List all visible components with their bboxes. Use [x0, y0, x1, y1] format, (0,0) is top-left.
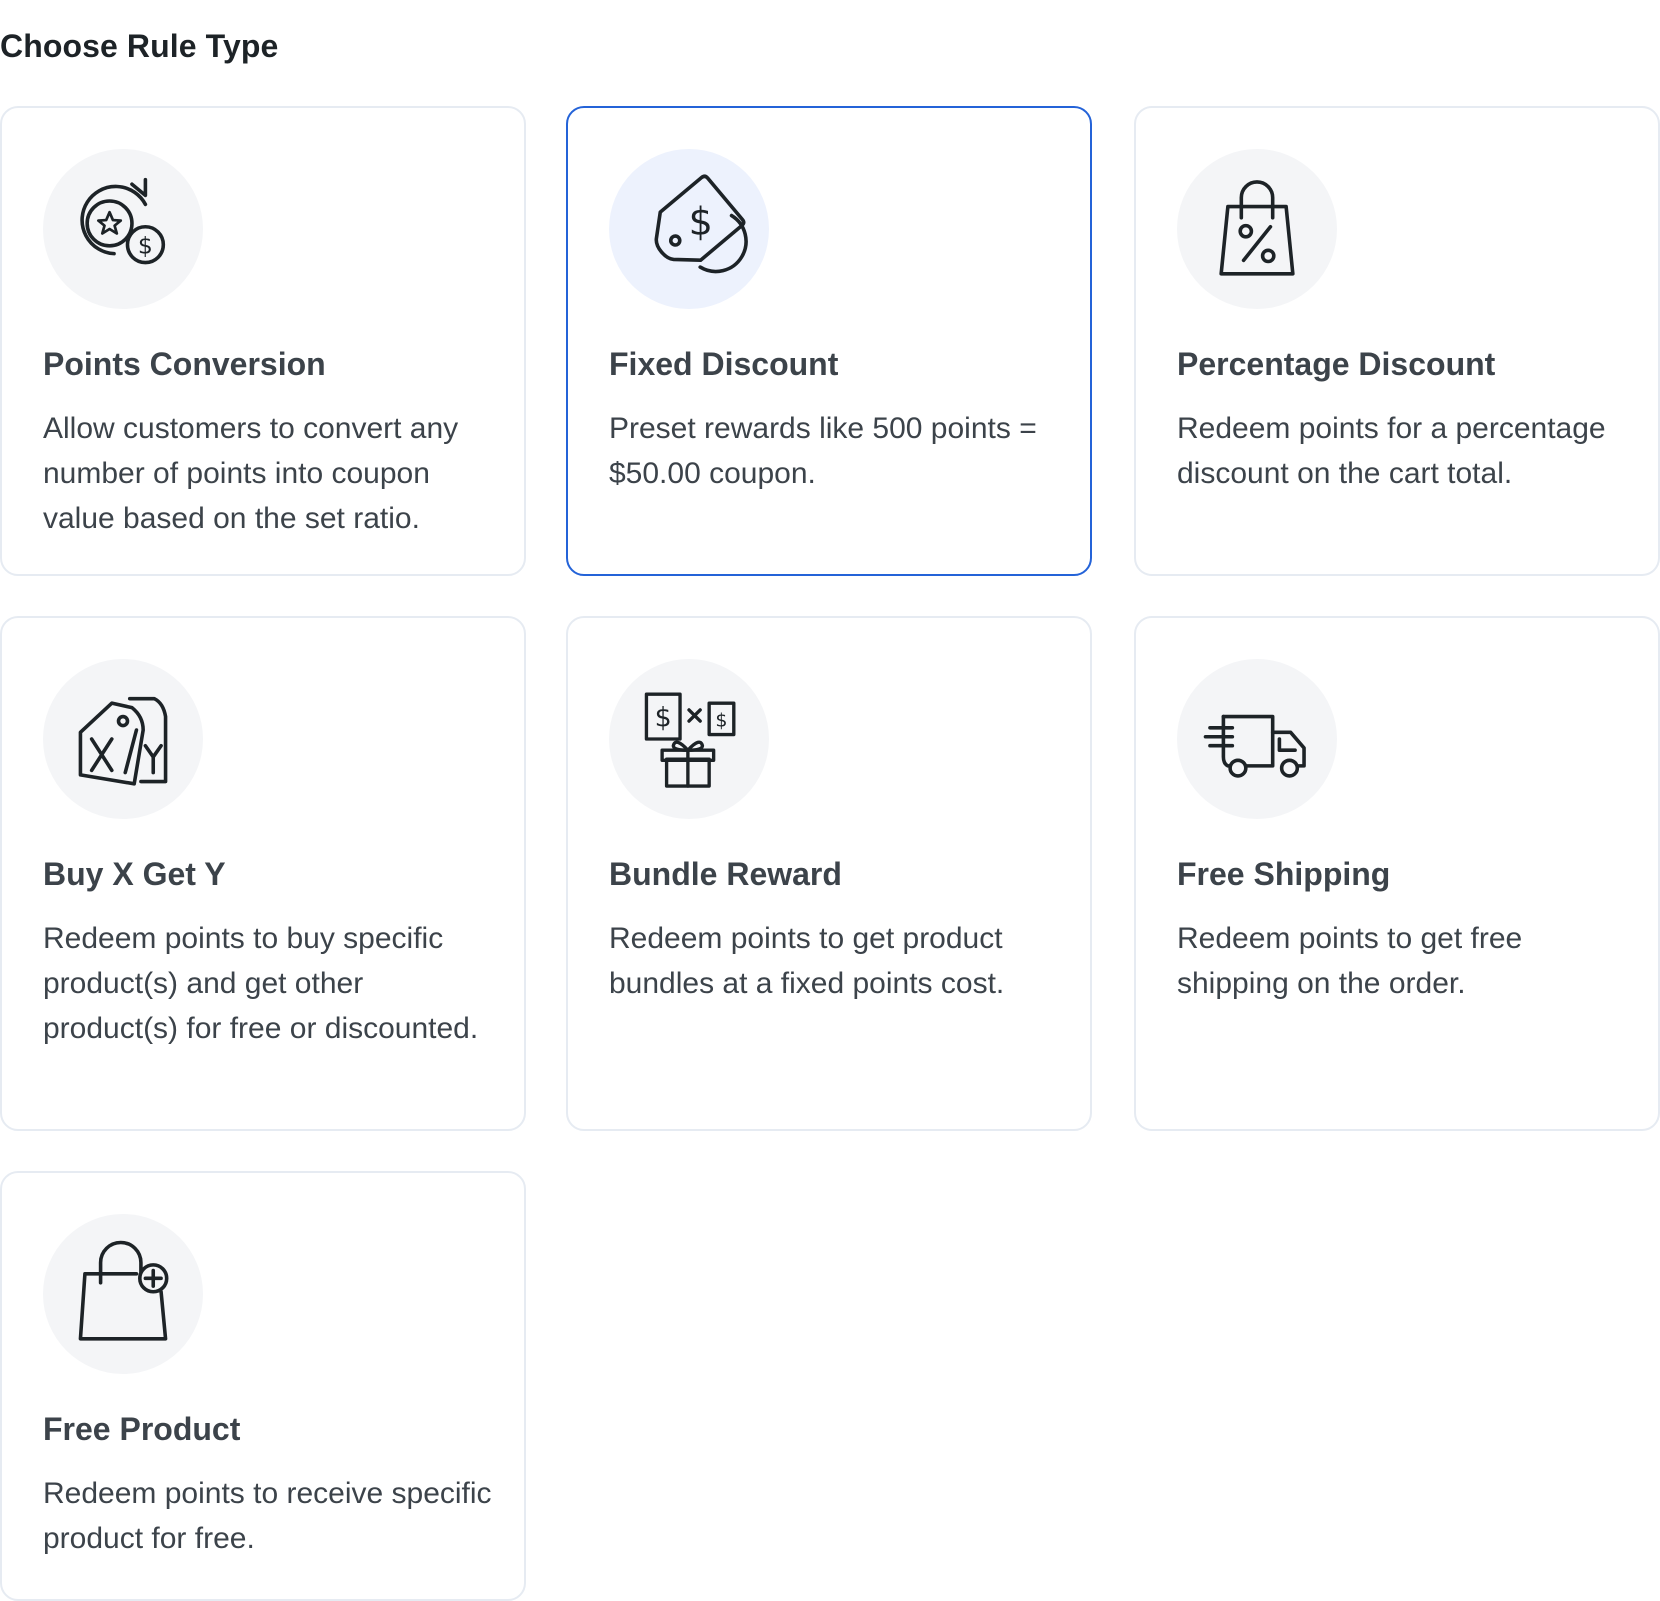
card-title: Percentage Discount — [1177, 346, 1496, 382]
card-description: Redeem points to receive specific product for free. — [43, 1477, 492, 1555]
card-description: Preset rewards like 500 points = $50.00 coupon. — [609, 412, 1037, 490]
delivery-truck-icon — [1201, 683, 1313, 795]
icon-badge — [43, 149, 203, 309]
card-description: Redeem points to get product bundles at a fixed points cost. — [609, 922, 1005, 1000]
icon-badge — [1177, 659, 1337, 819]
dollar-tag-icon — [633, 173, 745, 285]
page-title: Choose Rule Type — [0, 28, 279, 64]
rule-card-percentage-discount[interactable] — [1134, 106, 1660, 576]
rule-card-free-shipping[interactable] — [1134, 616, 1660, 1131]
card-description: Redeem points to buy specific product(s) and get other product(s) for free or discounted. — [43, 922, 479, 1045]
rule-card-buy-x-get-y[interactable] — [0, 616, 526, 1131]
svg-text:$: $ — [654, 702, 672, 734]
card-title: Points Conversion — [43, 346, 326, 382]
xy-tags-icon — [67, 683, 179, 795]
rule-card-fixed-discount[interactable] — [566, 106, 1092, 576]
card-description: Allow customers to convert any number of points into coupon value based on the set ratio. — [43, 412, 459, 535]
card-title: Buy X Get Y — [43, 856, 226, 892]
card-title: Free Shipping — [1177, 856, 1391, 892]
card-title: Free Product — [43, 1411, 241, 1447]
svg-text:$: $ — [715, 709, 728, 732]
card-description: Redeem points to get free shipping on the order. — [1177, 922, 1523, 1000]
rule-card-points-conversion[interactable] — [0, 106, 526, 576]
percent-bag-icon — [1201, 173, 1313, 285]
bundle-gift-icon — [633, 683, 745, 795]
card-description: Redeem points for a percentage discount on the cart total. — [1177, 412, 1606, 490]
card-title: Fixed Discount — [609, 346, 839, 382]
icon-badge — [1177, 149, 1337, 309]
icon-badge — [43, 659, 203, 819]
points-conversion-icon — [67, 173, 179, 285]
svg-text:$: $ — [137, 231, 153, 260]
icon-badge — [43, 1214, 203, 1374]
shopping-bag-plus-icon — [67, 1238, 179, 1350]
rule-card-bundle-reward[interactable] — [566, 616, 1092, 1131]
icon-badge — [609, 659, 769, 819]
icon-badge — [609, 149, 769, 309]
svg-text:$: $ — [688, 199, 713, 244]
rule-card-free-product[interactable] — [0, 1171, 526, 1601]
card-title: Bundle Reward — [609, 856, 842, 892]
